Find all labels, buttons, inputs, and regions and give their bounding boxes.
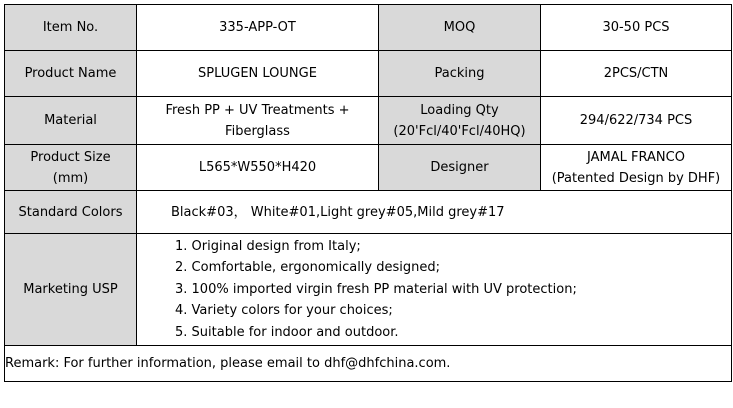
- product-size-value: L565*W550*H420: [137, 145, 379, 191]
- standard-colors-value: Black#03， White#01,Light grey#05,Mild grey#17: [137, 191, 732, 234]
- designer-value: [541, 145, 732, 191]
- product-size-label: [5, 145, 137, 191]
- loading-qty-label-line1: Loading Qty: [420, 102, 499, 118]
- designer-label: Designer: [379, 145, 541, 191]
- table-row-remark: [5, 346, 732, 382]
- usp-item-3: 3. 100% imported virgin fresh PP material with UV protection;: [175, 281, 577, 297]
- marketing-usp-value: [137, 234, 732, 346]
- moq-value: 30-50 PCS: [541, 5, 732, 51]
- usp-item-2: 2. Comfortable, ergonomically designed;: [175, 260, 441, 276]
- product-size-label-line1: Product Size: [30, 149, 111, 165]
- usp-item-4: 4. Variety colors for your choices;: [175, 303, 393, 319]
- table-row-item-no: [5, 5, 732, 51]
- table-row-product-size: [5, 145, 732, 191]
- marketing-usp-label: Marketing USP: [5, 234, 137, 346]
- table-row-material: [5, 97, 732, 145]
- table-row-standard-colors: [5, 191, 732, 234]
- spec-table: [4, 4, 732, 382]
- designer-value-line2: (Patented Design by DHF): [551, 170, 721, 186]
- loading-qty-label: [379, 97, 541, 145]
- table-row-product-name: [5, 51, 732, 97]
- loading-qty-label-line2: (20'Fcl/40'Fcl/40HQ): [393, 123, 526, 139]
- packing-label: Packing: [379, 51, 541, 97]
- material-value-line1: Fresh PP + UV Treatments +: [165, 102, 350, 118]
- product-name-value: SPLUGEN LOUNGE: [137, 51, 379, 97]
- material-label: Material: [5, 97, 137, 145]
- loading-qty-value: 294/622/734 PCS: [541, 97, 732, 145]
- material-value: [137, 97, 379, 145]
- moq-label: MOQ: [379, 5, 541, 51]
- usp-item-1: 1. Original design from Italy;: [175, 238, 361, 254]
- usp-list: [175, 236, 731, 344]
- standard-colors-label: Standard Colors: [5, 191, 137, 234]
- item-no-value: 335-APP-OT: [137, 5, 379, 51]
- designer-value-line1: JAMAL FRANCO: [587, 149, 685, 165]
- product-size-label-line2: (mm): [52, 170, 89, 186]
- product-name-label: Product Name: [5, 51, 137, 97]
- usp-item-5: 5. Suitable for indoor and outdoor.: [175, 324, 399, 340]
- item-no-label: Item No.: [5, 5, 137, 51]
- table-row-marketing-usp: [5, 234, 732, 346]
- remark-text: Remark: For further information, please email to dhf@dhfchina.com.: [5, 346, 732, 382]
- material-value-line2: Fiberglass: [225, 123, 290, 139]
- packing-value: 2PCS/CTN: [541, 51, 732, 97]
